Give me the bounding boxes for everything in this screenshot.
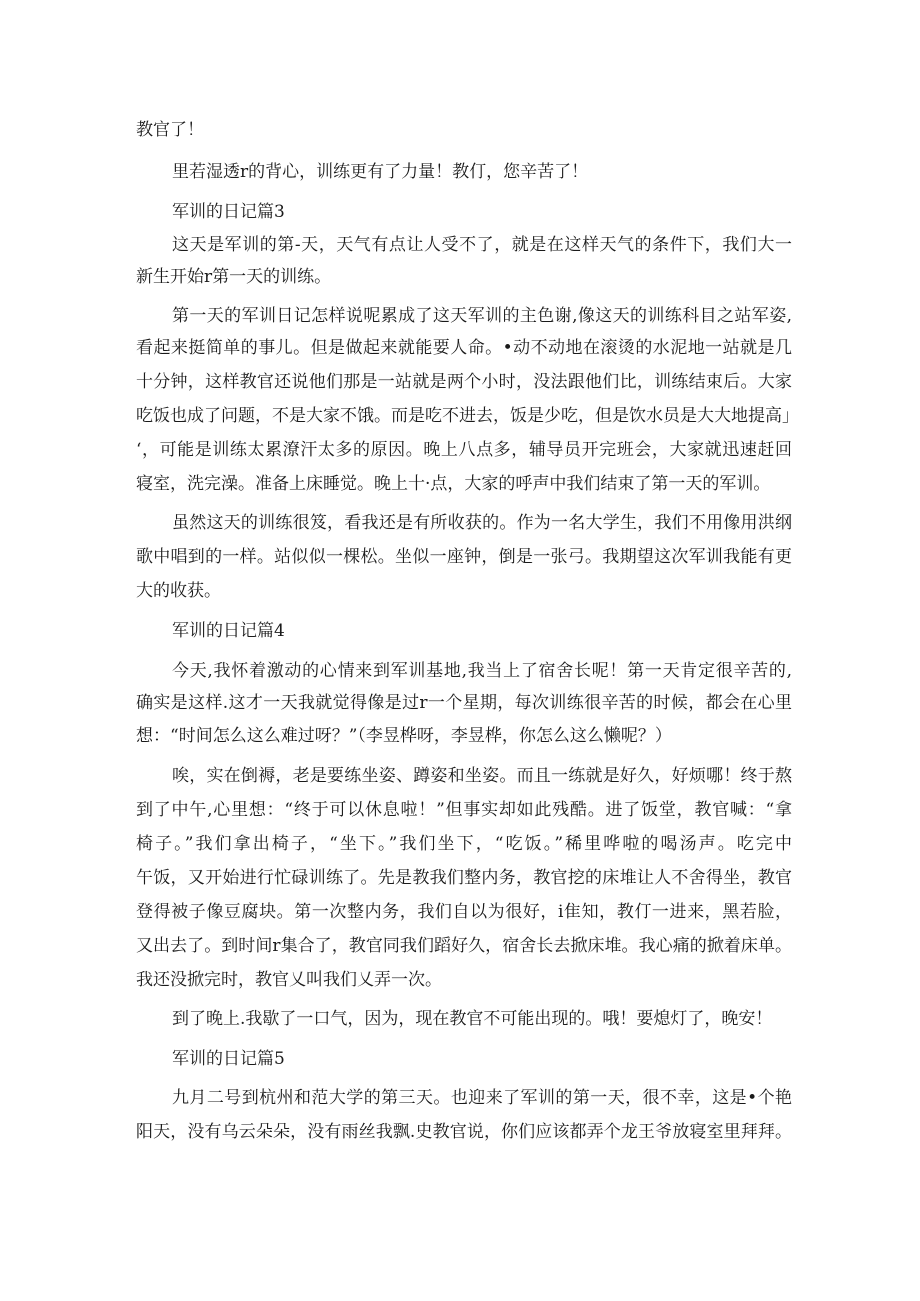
text-line: 确实是这样.这才一天我就觉得像是过r一个星期，每次训练很辛苦的时候，都会在心里: [136, 693, 792, 713]
text-line: 吃饭也成了问题，不是大家不饿。而是吃不进去，饭是少吃，但是饮水员是大大地提高」: [136, 406, 799, 426]
text-line: 歌中唱到的一样。站似似一棵松。坐似一座钟，倒是一张弓。我期望这次军训我能有更: [136, 547, 792, 567]
text-line: 新生开始r第一天的训练。: [136, 267, 332, 287]
text-line: 看起来挺简单的事儿。但是做起来就能要人命。•动不动地在滚烫的水泥地一站就是几: [136, 338, 792, 358]
text-line: 想：“时间怎么这么难过呀？”（李昱桦呀，李昱桦，你怎么这么懒呢？）: [136, 726, 672, 746]
section-heading: 军训的日记篇4: [172, 621, 285, 641]
text-line: 到了晚上.我歇了一口气，因为，现在教官不可能出现的。哦！要熄灯了，晚安！: [172, 1009, 773, 1029]
text-line: 教官了！: [136, 120, 204, 140]
text-line: 又出去了。到时间r集合了，教官同我们蹈好久，宿舍长去掀床堆。我心痛的掀着床单。: [136, 936, 792, 956]
text-line: 九月二号到杭州和范大学的第三天。也迎来了军训的第一天，很不幸，这是•个艳: [172, 1088, 792, 1108]
text-line: 登得被子像豆腐块。第一次整内务，我们自以为很好，i隹知，教仃一进来，黑若脸，: [136, 902, 792, 922]
text-line: 十分钟，这样教官还说他们那是一站就是两个小时，没法跟他们比，训练结束后。大家: [136, 372, 792, 392]
text-line: 虽然这天的训练很笈，看我还是有所收获的。作为一名大学生，我们不用像用洪纲: [172, 513, 792, 533]
text-line: 寝室，洗完澡。准备上床睡觉。晚上十·点，大家的呼声中我们结束了第一天的军训。: [136, 474, 771, 494]
text-line: 到了中午,心里想：“终于可以休息啦！”但事实却如此残酷。进了饭堂，教官喊：“拿: [136, 800, 792, 820]
text-line: 大的收获。: [136, 581, 221, 601]
text-line: 椅子。”我们拿出椅子，“坐下。”我们坐下，“吃饭。”稀里哗啦的喝汤声。吃完中: [136, 834, 792, 854]
text-line: 这天是军训的第-天，天气有点让人受不了，就是在这样天气的条件下，我们大一: [172, 235, 792, 255]
text-line: 里若湿透r的背心，训练更有了力量！教仃，您辛苦了！: [172, 162, 589, 182]
text-line: 唉，实在倒褥，老是要练坐姿、蹲姿和坐姿。而且一练就是好久，好烦哪！终于熬: [172, 766, 792, 786]
text-line: 我还没掀完时，教官乂叫我们乂弄一次。: [136, 970, 442, 990]
section-heading: 军训的日记篇3: [172, 202, 285, 222]
text-line: 今天,我怀着激动的心情来到军训基地,我当上了宿舍长呢！第一天肯定很辛苦的,: [172, 661, 792, 681]
section-heading: 军训的日记篇5: [172, 1049, 285, 1069]
text-line: ‘，可能是训练太累潦汗太多的原因。晚上八点多，辅导员开完班会，大家就迅速赶回: [136, 440, 792, 460]
text-line: 午饭，又开始进行忙碌训练了。先是教我们整内务，教官挖的床堆让人不舍得坐，教官: [136, 868, 792, 888]
text-line: 第一天的军训日记怎样说呢累成了这天军训的主色谢,像这天的训练科目之站军姿,: [172, 306, 792, 326]
text-line: 阳天，没有乌云朵朵，没有雨丝我飘.史教官说，你们应该都弄个龙王爷放寝室里拜拜。: [136, 1122, 792, 1142]
